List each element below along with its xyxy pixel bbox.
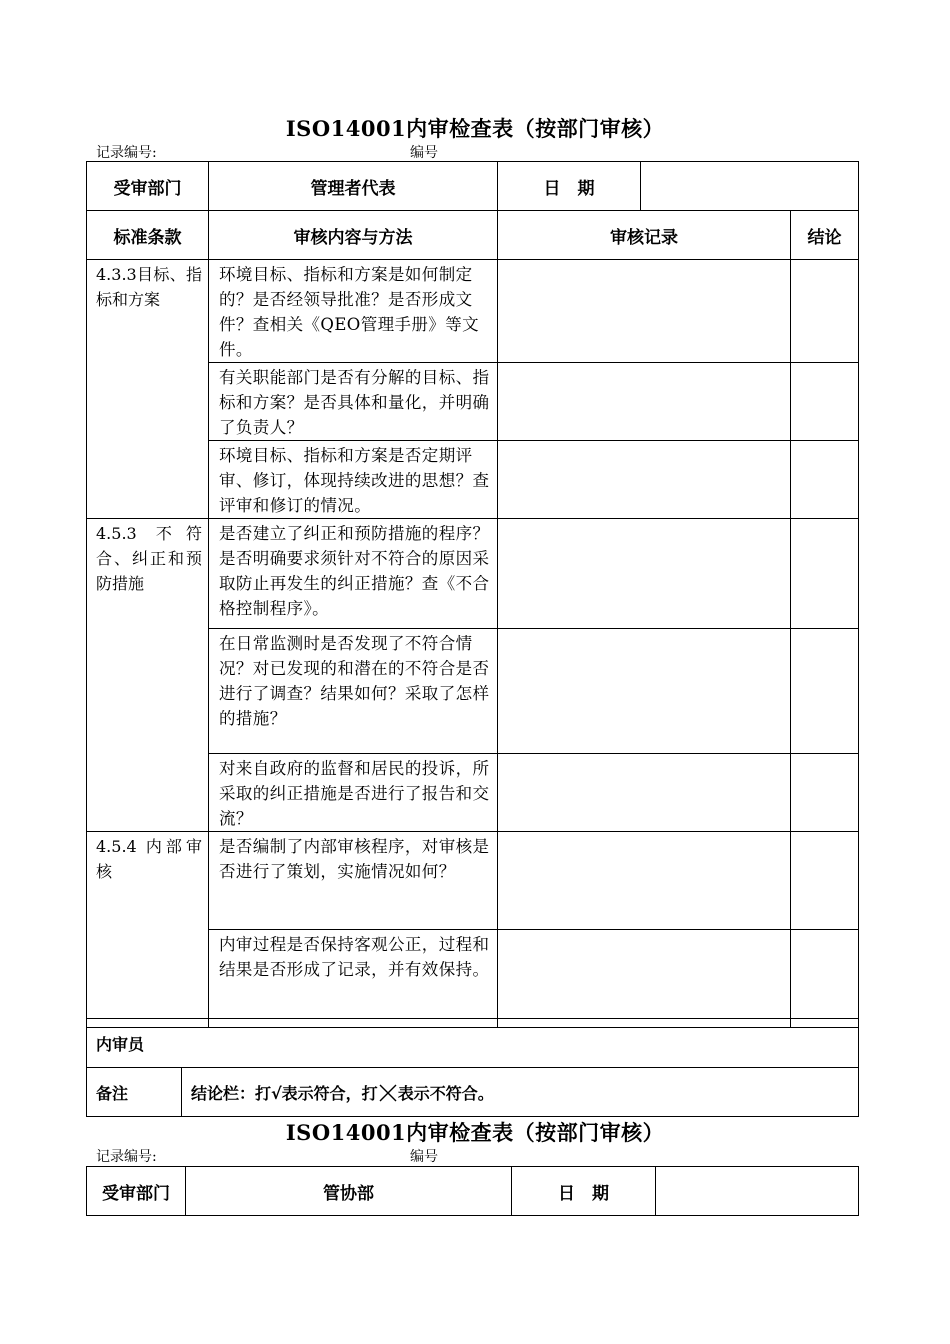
form1-date-value[interactable] [641,162,859,211]
remark-text-part2: 表示不符合。 [397,1083,494,1103]
form1-number-label: 编号 [410,145,438,161]
auditor-row[interactable] [87,1019,859,1068]
table-row [87,832,859,930]
clause-cell: 4.5.3 不符合、纠正和预防措施 [87,519,209,832]
audit-content-cell: 环境目标、指标和方案是如何制定的？是否经领导批准？是否形成文件？查相关《QEO管理手册》等文件。 [209,260,498,363]
audit-content-cell: 在日常监测时是否发现了不符合情况？对已发现的和潜在的不符合是否进行了调查？结果如何？采取了怎样的措施？ [209,629,498,754]
conclusion-cell[interactable] [791,519,859,629]
audit-content-cell: 是否编制了内部审核程序，对审核是否进行了策划，实施情况如何？ [209,832,498,930]
remark-text-part1: 结论栏：打√表示符合，打 [191,1083,378,1103]
form1-dept-value: 管理者代表 [209,162,498,211]
column-header-conclusion: 结论 [791,211,859,260]
form1-dept-label: 受审部门 [87,162,209,211]
form2-title: ISO14001内审检查表（按部门审核） [285,1120,665,1145]
form1-checklist-table [86,210,859,1028]
form1-footer-table [86,1018,859,1117]
form2-record-number-label: 记录编号: [96,1149,157,1165]
form2-dept-label: 受审部门 [87,1167,186,1216]
conclusion-cell[interactable] [791,441,859,519]
cross-mark-icon [378,1083,398,1103]
remark-label: 备注 [87,1068,182,1117]
audit-record-cell[interactable] [498,441,791,519]
conclusion-cell[interactable] [791,629,859,754]
audit-record-cell[interactable] [498,519,791,629]
form2-dept-value: 管协部 [186,1167,512,1216]
form1-record-number-label: 记录编号: [96,145,157,161]
column-header-content: 审核内容与方法 [209,211,498,260]
form2-date-label: 日 期 [512,1167,656,1216]
table-row [87,260,859,363]
remark-text [182,1068,859,1117]
column-header-clause: 标准条款 [87,211,209,260]
form2-header-table [86,1166,859,1216]
audit-record-cell[interactable] [498,754,791,832]
audit-record-cell[interactable] [498,363,791,441]
form2-date-value[interactable] [656,1167,859,1216]
column-header-record: 审核记录 [498,211,791,260]
auditor-label: 内审员 [96,1034,145,1054]
audit-content-cell: 环境目标、指标和方案是否定期评审、修订，体现持续改进的思想？查评审和修订的情况。 [209,441,498,519]
clause-cell: 4.3.3目标、指标和方案 [87,260,209,519]
conclusion-cell[interactable] [791,832,859,930]
audit-record-cell[interactable] [498,930,791,1028]
table-row [87,519,859,629]
form1-header-table [86,161,859,211]
audit-content-cell: 有关职能部门是否有分解的目标、指标和方案？是否具体和量化，并明确了负责人？ [209,363,498,441]
form1-date-label: 日 期 [498,162,641,211]
conclusion-cell[interactable] [791,363,859,441]
form1-title: ISO14001内审检查表（按部门审核） [285,116,665,141]
audit-record-cell[interactable] [498,260,791,363]
conclusion-cell[interactable] [791,260,859,363]
audit-content-cell: 对来自政府的监督和居民的投诉，所采取的纠正措施是否进行了报告和交流？ [209,754,498,832]
audit-content-cell: 内审过程是否保持客观公正，过程和结果是否形成了记录，并有效保持。 [209,930,498,1028]
conclusion-cell[interactable] [791,930,859,1028]
audit-record-cell[interactable] [498,832,791,930]
audit-record-cell[interactable] [498,629,791,754]
conclusion-cell[interactable] [791,754,859,832]
form2-number-label: 编号 [410,1149,438,1165]
audit-content-cell: 是否建立了纠正和预防措施的程序？是否明确要求须针对不符合的原因采取防止再发生的纠正措施？查《不合格控制程序》。 [209,519,498,629]
clause-cell: 4.5.4 内部审核 [87,832,209,1028]
